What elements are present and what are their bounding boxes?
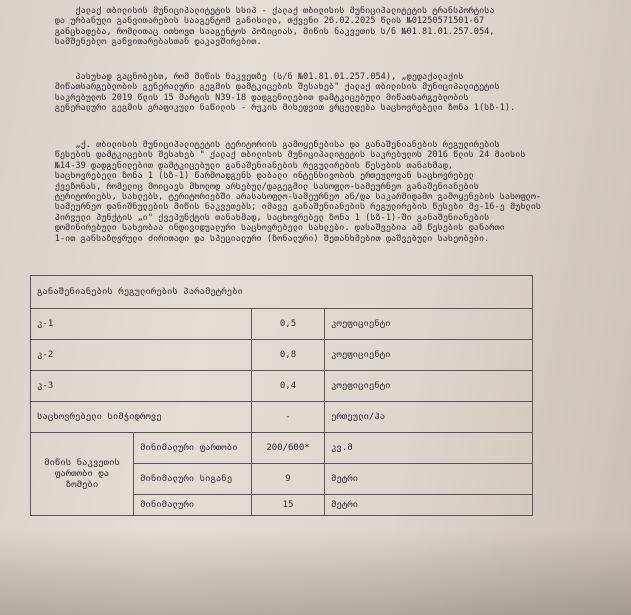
- text-line: „ქ. თბილისის მუნიციპალიტეტის ტერიტორიის გამოყენებისა და განაშენიანების რეგულირების: [34, 140, 500, 150]
- param-value: 200/600*: [252, 433, 325, 464]
- text-line: სამეურნეო დანიშნულების მიწის ნაკვეთებს; იმავე განაშენიანების რეგულირების წესები მე-16-ე მუხლის: [34, 202, 542, 213]
- text-line: №14-39 დადგენილებით დამტკიცებული განაშენიანების რეგულირების წესების თანახმად,: [34, 160, 454, 171]
- param-label: კ-1: [31, 309, 252, 340]
- paragraph-zone-answer: [34, 72, 614, 114]
- param-label: საცხოვრებელი სიმჭიდროვე: [31, 402, 252, 433]
- param-value: 15: [252, 495, 325, 516]
- param-unit: კოეფიციენტი: [325, 309, 533, 340]
- param-unit: კოეფიციენტი: [325, 340, 533, 371]
- text-line: განცხადება, რომლითაც ითხოვთ სააგენტოს პოზიციას, მიწის ნაკვეთის ს/ნ №01.81.01.257.054,: [34, 26, 495, 37]
- text-line: და ურბანული განვითარების სააგენტომ განიხილა, თქვენი 26.02.2025 წლის №01250571501-67: [34, 16, 485, 27]
- text-line: საკრებულოს 2019 წლის 15 მარტის N39-18 დადგენილებით დამტკიცებული მიწათსარგებლობის: [34, 92, 469, 103]
- text-line: გენერალური გეგმის გრაფიკული ნაწილის - რუკის მიხედვით ვრცელდება საცხოვრებელი ზონა 1(სზ-1).: [34, 103, 516, 114]
- param-label: მინიმალური: [134, 495, 252, 516]
- param-label: მინიმალური სიგანე: [134, 464, 252, 495]
- param-unit: მეტრი: [325, 464, 533, 495]
- page-shadow: [0, 530, 631, 615]
- table-title: განაშენიანების რეგულირების პარამეტრები: [31, 276, 533, 309]
- param-value: 0,8: [252, 340, 325, 371]
- text-line: 1-ით განსაზღვრული ძირითადი და სპეციალური (ზონალური) შეთანხმებით დაშვებული სახეობები.: [34, 233, 490, 244]
- paragraph-regulations: [34, 140, 614, 244]
- text-line: საცხოვრებელი ზონა 1 (სზ-1) წარმოადგენს დაბალი ინტენსივობის ერთეულოვან საცხოვრებელ: [34, 171, 474, 182]
- paragraph-intro: [34, 6, 614, 48]
- text-line: ტერიტორიებს, სახლებს, ტერიტორიებში არასასოფლო-სამეურნეო ან/და საკარმიდამო გამოყენების სასოფლო-: [34, 192, 542, 203]
- param-value: 9: [252, 464, 325, 495]
- param-value: -: [252, 402, 325, 433]
- text-line: მიწათსარგებლობის გენერალური გეგმის დამტკიცების შესახებ" ქალაქ თბილისის მუნიციპალიტეტის: [34, 82, 500, 93]
- text-line: ქალაქ თბილისის მუნიციპალიტეტის სსიპ - ქალაქ თბილისის მუნიციპალიტეტის ტრანსპორტისა: [34, 6, 495, 16]
- table-row: [31, 433, 533, 464]
- text-line: პირველი პუნქტის „ი" ქვეპუნქტის თანახმად, საცხოვრებელ ზონა 1 (სზ-1)-ში განაშენიანების: [34, 212, 490, 223]
- param-value: 0,4: [252, 371, 325, 402]
- text-line: ქვეზონას, რომელიც მოიცავს მხოლოდ არსებულ/დაგეგმილ სასოფლო-სამეურნეო განაშენიანების: [34, 181, 479, 192]
- param-unit: მეტრი: [325, 495, 533, 516]
- param-value: 0,5: [252, 309, 325, 340]
- text-line: პასუხად გაცნობებთ, რომ მიწის ნაკვეთზე (ს/ნ №01.81.01.257.054), „დედაქალაქის: [34, 72, 464, 82]
- text-line: სამშენებლო განვითარებასთან დაკავშირებით.: [34, 37, 262, 48]
- param-label: მინიმალური ფართობი: [134, 433, 252, 464]
- text-line: წესების დამტკიცების შესახებ " ქალაქ თბილისის მუნიციპალიტეტის საკრებულოს 2016 წლის 24 მაისის: [34, 150, 526, 161]
- table-row: [31, 309, 533, 340]
- text-line: დომინირებული სახეობაა ინდივიდუალური საცხოვრებელი სახლები. დასაშვებია ამ წესების დანართი: [34, 223, 505, 234]
- table-row: [31, 371, 533, 402]
- param-label: კ-3: [31, 371, 252, 402]
- param-unit: კოეფიციენტი: [325, 371, 533, 402]
- param-label: კ-2: [31, 340, 252, 371]
- plot-dimensions-header: მიწის ნაკვეთის ფართობი და ზომები: [31, 433, 134, 516]
- table-row: [31, 402, 533, 433]
- param-unit: ერთეული/ჰა: [325, 402, 533, 433]
- table-row: [31, 340, 533, 371]
- param-unit: კვ.მ: [325, 433, 533, 464]
- regulation-parameters-table: [30, 275, 533, 516]
